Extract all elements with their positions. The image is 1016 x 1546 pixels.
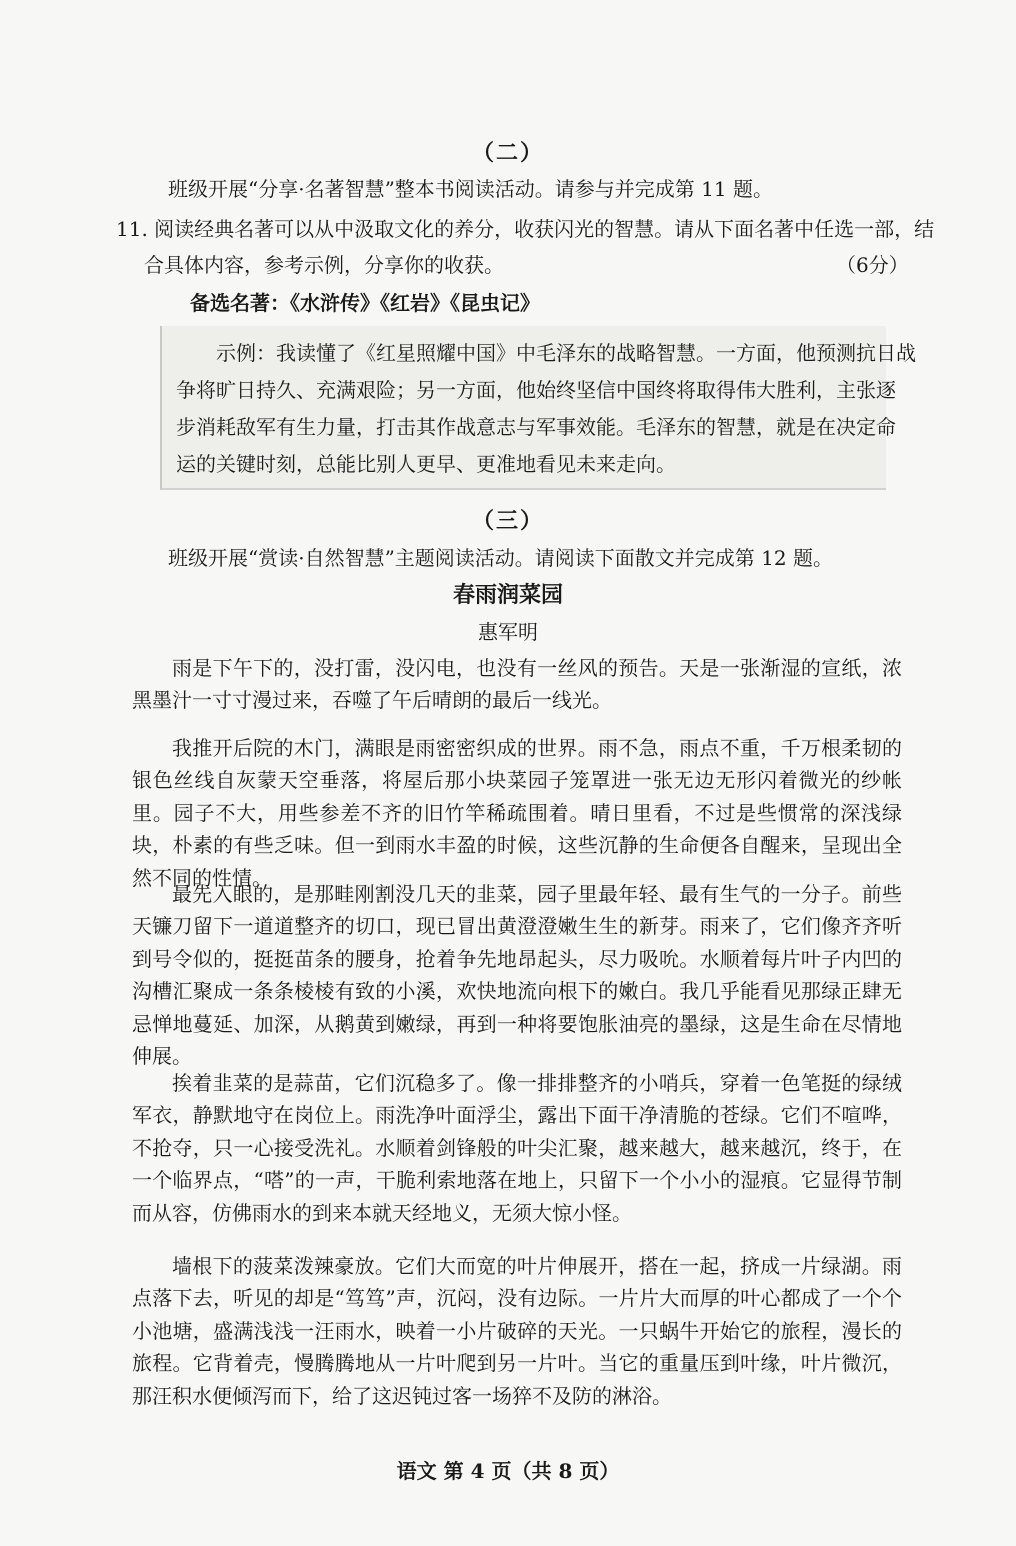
essay-paragraph-5: 墙根下的菠菜泼辣豪放。它们大而宽的叶片伸展开，搭在一起，挤成一片绿湖。雨点落下去，听见的却是“笃笃”声，沉闷，没有边际。一片片大而厚的叶心都成了一个个小池塘，盛满浅浅一汪雨水，映着一小片破碎的天光。一只蜗牛开始它的旅程，漫长的旅程。它背着壳，慢腾腾地从一片叶爬到另一片叶。当它的重量压到叶缘，叶片微沉，那汪积水便倾泻而下，给了这迟钝过客一场猝不及防的淋浴。: [132, 1254, 902, 1408]
example-line-3: 步消耗敌军有生力量，打击其作战意志与军事效能。毛泽东的智慧，就是在决定命: [176, 415, 896, 439]
question-11-line-2: 合具体内容，参考示例，分享你的收获。: [144, 253, 504, 277]
essay-paragraph-2: 我推开后院的木门，满眼是雨密密织成的世界。雨不急，雨点不重，千万根柔韧的银色丝线自灰蒙天空垂落，将屋后那小块菜园子笼罩进一张无边无形闪着微光的纱帐里。园子不大，用些参差不齐的旧竹竿稀疏围着。晴日里看，不过是些惯常的深浅绿块，朴素的有些乏味。但一到雨水丰盈的时候，这些沉静的生命便各自醒来，呈现出全然不同的性情。: [132, 736, 902, 890]
essay-title: 春雨润菜园: [452, 582, 563, 608]
example-line-1: 示例：我读懂了《红星照耀中国》中毛泽东的战略智慧。一方面，他预测抗日战: [216, 341, 916, 365]
question-11-line-1: 11. 阅读经典名著可以从中汲取文化的养分，收获闪光的智慧。请从下面名著中任选一部，结: [116, 217, 935, 241]
section-3-heading: （三）: [471, 508, 544, 534]
essay-author: 惠军明: [478, 620, 538, 644]
essay-paragraph-4: 挨着韭菜的是蒜苗，它们沉稳多了。像一排排整齐的小哨兵，穿着一色笔挺的绿绒军衣，静默地守在岗位上。雨洗净叶面浮尘，露出下面干净清脆的苍绿。它们不喧哗，不抢夺，只一心接受洗礼。水顺着剑锋般的叶尖汇聚，越来越大，越来越沉，终于，在一个临界点，“嗒”的一声，干脆利索地落在地上，只留下一个小小的湿痕。它显得节制而从容，仿佛雨水的到来本就天经地义，无须大惊小怪。: [132, 1071, 902, 1225]
section-2-intro: 班级开展“分享·名著智慧”整本书阅读活动。请参与并完成第 11 题。: [168, 177, 773, 201]
example-line-4: 运的关键时刻，总能比别人更早、更准地看见未来走向。: [176, 452, 676, 476]
essay-paragraph-3: 最先入眼的，是那畦刚割没几天的韭菜，园子里最年轻、最有生气的一分子。前些天镰刀留下一道道整齐的切口，现已冒出黄澄澄嫩生生的新芽。雨来了，它们像齐齐听到号令似的，挺挺苗条的腰身，抢着争先地昂起头，尽力吸吮。水顺着每片叶子内凹的沟槽汇聚成一条条棱棱有致的小溪，欢快地流向根下的嫩白。我几乎能看见那绿正肆无忌惮地蔓延、加深，从鹅黄到嫩绿，再到一种将要饱胀油亮的墨绿，这是生命在尽情地伸展。: [132, 882, 902, 1069]
essay-paragraph-1: 雨是下午下的，没打雷，没闪电，也没有一丝风的预告。天是一张渐湿的宣纸，浓黑墨汁一寸寸漫过来，吞噬了午后晴朗的最后一线光。: [132, 656, 902, 713]
page-footer: 语文 第 4 页（共 8 页）: [396, 1459, 620, 1483]
question-11-score: （6分）: [836, 253, 909, 277]
section-2-heading: （二）: [471, 140, 544, 166]
example-line-2: 争将旷日持久、充满艰险；另一方面，他始终坚信中国终将取得伟大胜利，主张逐: [176, 378, 896, 402]
section-3-intro: 班级开展“赏读·自然智慧”主题阅读活动。请阅读下面散文并完成第 12 题。: [168, 546, 833, 570]
example-box: [160, 326, 916, 490]
book-options: 备选名著：《水浒传》《红岩》《昆虫记》: [190, 291, 540, 315]
